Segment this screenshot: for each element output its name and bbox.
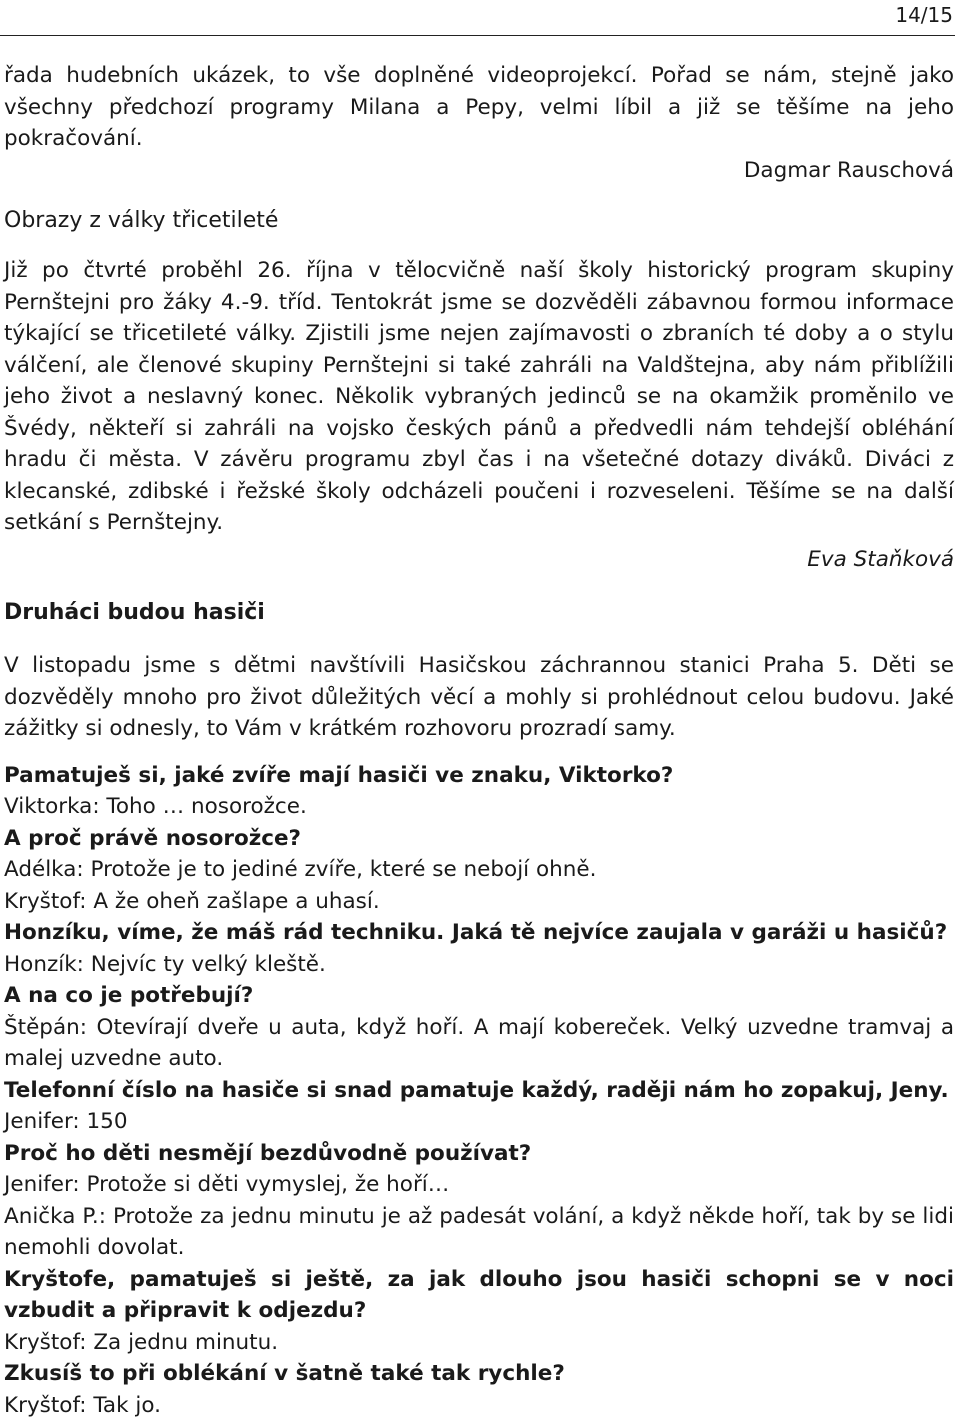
interview-question: Honzíku, víme, že máš rád techniku. Jaká tě nejvíce zaujala v garáži u hasičů? — [4, 920, 948, 945]
interview-answer: Adélka: Protože je to jediné zvíře, které se nebojí ohně. — [4, 857, 597, 882]
page-number: 14/15 — [895, 3, 953, 27]
interview-question: Pamatuješ si, jaké zvíře mají hasiči ve znaku, Viktorko? — [4, 762, 674, 788]
article1-author: Dagmar Rauschová — [743, 157, 954, 183]
interview-answer: Jenifer: Protože si děti vymyslej, že hoří… — [4, 1172, 450, 1197]
interview-answer: Anička P.: Protože za jednu minutu je až padesát volání, a když někde hoří, tak by se lidi nemohli dovolat. — [4, 1203, 954, 1260]
article3-intro: V listopadu jsme s dětmi navštívili Hasičskou záchrannou stanici Praha 5. Děti se dozvěděly mnoho pro život důležitých věcí a mohly si prohlédnout celou budovu. Jaké zážitky si odnesly, to Vám v krátkém rozhovoru prozradí samy. — [4, 653, 954, 741]
interview-question: Telefonní číslo na hasiče si snad pamatuje každý, raději nám ho zopakuj, Jeny. — [4, 1077, 949, 1103]
interview-question: Kryštofe, pamatuješ si ještě, za jak dlouho jsou hasiči schopni se v noci vzbudit a připravit k odjezdu? — [4, 1266, 954, 1323]
header-rule — [0, 35, 955, 36]
interview-question: Zkusíš to při oblékání v šatně také tak rychle? — [4, 1361, 565, 1386]
article2-title: Obrazy z války třicetileté — [4, 208, 279, 233]
interview-answer: Kryštof: Za jednu minutu. — [4, 1329, 279, 1355]
interview — [4, 760, 954, 1422]
interview-answer: Honzík: Nejvíc ty velký kleště. — [4, 951, 326, 977]
article3-title: Druháci budou hasiči — [4, 600, 265, 625]
interview-question: A na co je potřebují? — [4, 983, 254, 1008]
interview-answer: Jenifer: 150 — [4, 1109, 128, 1134]
page-content — [4, 60, 954, 1421]
interview-answer: Štěpán: Otevírají dveře u auta, když hoří. A mají kobereček. Velký uzvedne tramvaj a malej uzvedne auto. — [4, 1014, 954, 1071]
interview-answer: Kryštof: A že oheň zašlape a uhasí. — [4, 888, 380, 914]
interview-answer: Viktorka: Toho … nosorožce. — [4, 794, 307, 819]
article1-ending: řada hudebních ukázek, to vše doplněné videoprojekcí. Pořad se nám, stejně jako všechny předchozí programy Milana a Pepy, velmi líbil a již se těšíme na jeho pokračování. — [4, 63, 954, 151]
interview-answer: Kryštof: Tak jo. — [4, 1392, 161, 1418]
article2-author: Eva Staňková — [807, 546, 954, 572]
interview-question: A proč právě nosorožce? — [4, 825, 302, 851]
interview-question: Proč ho děti nesmějí bezdůvodně používat? — [4, 1140, 532, 1166]
article2-body: Již po čtvrté proběhl 26. října v tělocvičně naší školy historický program skupiny Pernštejni pro žáky 4.-9. tříd. Tentokrát jsme se dozvěděli zábavnou formou informace týkající se třicetileté války. Zjistili jsme nejen zajímavosti o zbraních té doby a o stylu válčení, ale členové skupiny Pernštejni si také zahráli na Valdštejna, aby nám přiblížili jeho život a neslavný konec. Několik vybraných jedinců se na okamžik proměnilo ve Švédy, někteří si zahráli na vojsko českých pánů a předvedli nám tehdejší obléhání hradu či města. V závěru programu zbyl čas i na všetečné dotazy diváků. Diváci z klecanské, zdibské i řežské školy odcházeli poučeni i rozveseleni. Těšíme se na další setkání s Pernštejny. — [4, 258, 954, 535]
